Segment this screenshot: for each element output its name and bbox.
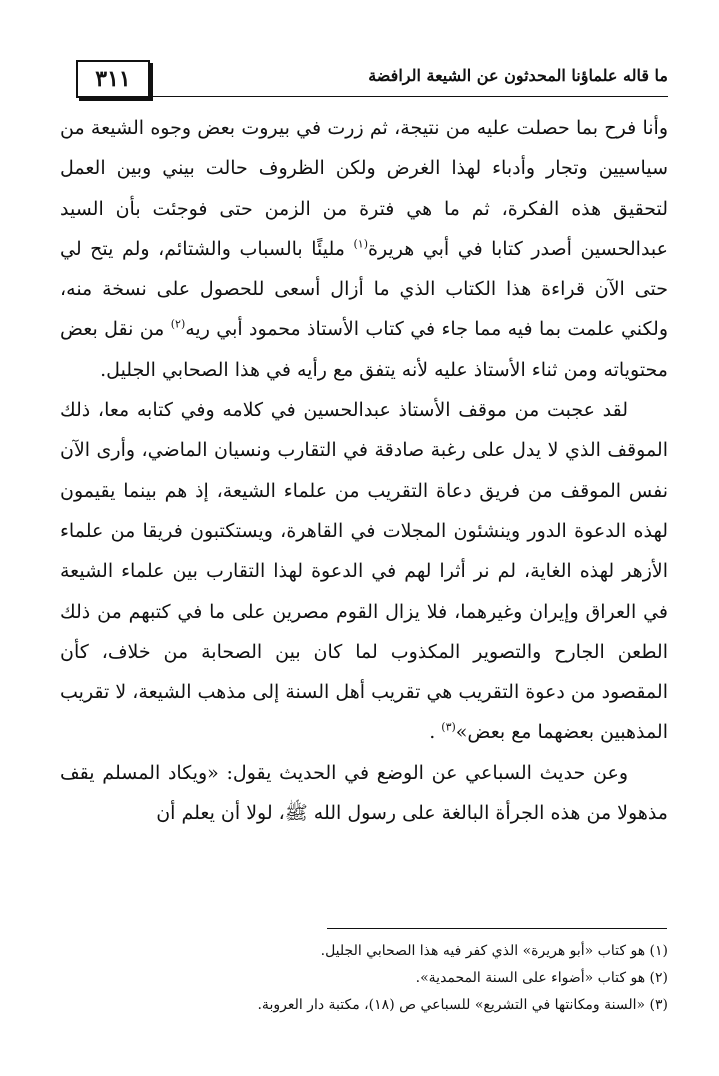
page-number: ٣١١: [76, 60, 150, 98]
footnote-2: (٢) هو كتاب «أضواء على السنة المحمدية».: [415, 970, 668, 986]
footnote-3: (٣) «السنة ومكانتها في التشريع» للسباعي ص (١٨)، مكتبة دار العروبة.: [257, 997, 668, 1013]
paragraph-3: [60, 753, 668, 834]
paragraph-text: وأنا فرح بما حصلت عليه من نتيجة، ثم زرت في بيروت بعض وجوه الشيعة من سياسيين وتجار وأدباء لهذا الغرض ولكن الظروف حالت بيني وبين العمل لتحقيق هذه الفكرة، ثم ما هي فترة من الزمن حتى فوجئت بأن السيد عبدالحسين أصدر كتابا في أبي هريرة: [60, 117, 668, 260]
header-rule: [148, 96, 668, 97]
paragraph-2: [60, 390, 668, 753]
footnote-separator: [327, 928, 667, 929]
footnotes: [60, 938, 668, 1019]
paragraph-text: من نقل بعض محتوياته ومن ثناء الأستاذ عليه لأنه يتفق مع رأيه في هذا الصحابي الجليل.: [60, 318, 668, 381]
footnote-1: (١) هو كتاب «أبو هريرة» الذي كفر فيه هذا الصحابي الجليل.: [320, 943, 668, 959]
paragraph-text: وعن حديث السباعي عن الوضع في الحديث يقول: «ويكاد المسلم يقف مذهولا من هذه الجرأة البالغة على رسول الله ﷺ، لولا أن يعلم أن: [60, 761, 668, 825]
paragraph-text: .: [429, 721, 442, 744]
paragraph-1: [60, 108, 668, 390]
body-text: [60, 108, 668, 833]
paragraph-text: لقد عجبت من موقف الأستاذ عبدالحسين في كلامه وفي كتابه معا، ذلك الموقف الذي لا يدل على رغبة صادقة في التقارب ونسيان الماضي، وأرى الآن نفس الموقف من فريق دعاة التقريب من علماء الشيعة، إذ هم بينما يقيمون لهذه الدعوة الدور وينشئون المجلات في القاهرة، ويستكتبون فريقا من علماء الأزهر لهذه الغاية، لم نر أثرا لهم في الدعوة لهذا التقارب بين علماء الشيعة في العراق وإيران وغيرهما، فلا يزال القوم مصرين على ما في كتبهم من ذلك الطعن الجارح والتصوير المكذوب لما كان بين الصحابة من خلاف، كأن المقصود من دعوة التقريب هي تقريب أهل السنة إلى مذهب الشيعة، لا تقريب المذهبين بعضهما مع بعض»: [60, 399, 668, 744]
footnote-ref-3: (٣): [441, 721, 456, 735]
footnote-ref-2: (٢): [170, 318, 186, 332]
page-header: [68, 54, 668, 98]
paragraph-text: مليئًا بالسباب والشتائم، ولم يتح لي حتى الآن قراءة هذا الكتاب الذي ما أزال أسعى للحصول على نسخة منه، ولكني علمت بما فيه مما جاء في كتاب الأستاذ محمود أبي ريه: [60, 237, 668, 341]
running-title: ما قاله علماؤنا المحدثون عن الشيعة الرافضة: [368, 66, 668, 85]
footnote-ref-1: (١): [353, 237, 369, 251]
